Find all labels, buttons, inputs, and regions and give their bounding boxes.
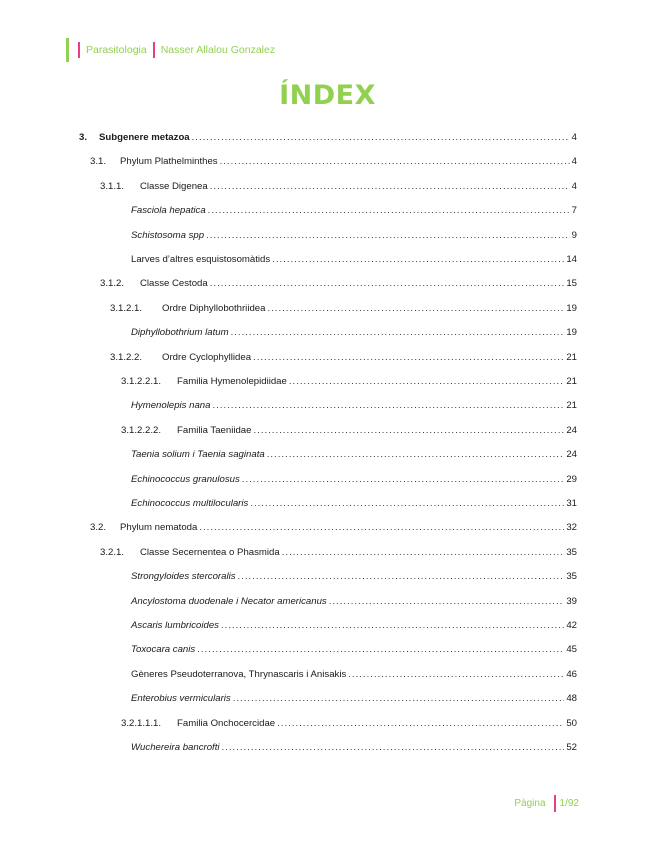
toc-entry-page: 35 — [566, 571, 577, 583]
toc-entry-label: Subgenere metazoa — [99, 132, 190, 143]
toc-entry-label: Larves d’altres esquistosomàtids — [131, 254, 271, 265]
toc-entry-page: 9 — [571, 229, 577, 241]
toc-entry-label: Enterobius vermicularis — [131, 693, 231, 705]
toc-entry-page: 24 — [566, 424, 577, 436]
toc-entry-label: Strongyloides stercoralis — [131, 571, 236, 583]
footer-page-label: Pàgina — [514, 797, 546, 809]
page-title: ÍNDEX — [279, 80, 376, 111]
toc-entry-page: 19 — [566, 327, 577, 339]
toc-entry-number: 3.1.2.1. — [110, 302, 143, 314]
toc-entry-label: Ordre Cyclophyllidea — [162, 351, 252, 363]
toc-entry[interactable] — [131, 644, 577, 660]
toc-dot-leader — [233, 693, 565, 704]
toc-entry[interactable] — [131, 400, 577, 416]
toc-entry-label: Ascaris lumbricoides — [131, 620, 219, 631]
toc-entry-label: Classe Digenea — [140, 180, 208, 192]
toc-dot-leader — [348, 669, 564, 680]
toc-entry-label: Wuchereira bancrofti — [131, 742, 220, 753]
toc-entry-number: 3.1.2. — [100, 278, 125, 290]
toc-dot-leader — [192, 132, 570, 143]
header-course: Parasitologia — [86, 44, 147, 56]
toc-entry[interactable] — [110, 352, 577, 368]
toc-entry-page: 14 — [566, 254, 577, 265]
toc-entry[interactable] — [131, 669, 577, 685]
toc-entry-page: 21 — [566, 351, 577, 363]
toc-entry[interactable] — [131, 230, 577, 246]
toc-dot-leader — [272, 254, 564, 265]
toc-entry[interactable] — [79, 132, 577, 148]
toc-entry[interactable] — [100, 181, 577, 197]
toc-dot-leader — [242, 474, 565, 485]
toc-entry-label: Ancylostoma duodenale i Necator americanus — [131, 595, 327, 607]
toc-entry-label: Hymenolepis nana — [131, 400, 211, 412]
toc-dot-leader — [212, 400, 564, 411]
footer-page-number: 1/92 — [559, 797, 579, 809]
toc-dot-leader — [208, 205, 570, 216]
toc-dot-leader — [210, 278, 565, 289]
toc-entry-number: 3.2. — [90, 522, 107, 534]
toc-entry-label: Echinococcus multilocularis — [131, 498, 249, 509]
toc-entry-label: Classe Cestoda — [140, 278, 208, 290]
toc-entry-number: 3.1.2.2. — [110, 351, 143, 363]
toc-entry-label: Fasciola hepatica — [131, 205, 206, 217]
toc-dot-leader — [238, 571, 565, 582]
toc-dot-leader — [282, 547, 565, 558]
toc-entry-page: 4 — [571, 132, 577, 143]
toc-entry-label: Toxocara canis — [131, 644, 196, 656]
toc-entry-page: 39 — [566, 595, 577, 607]
toc-entry-page: 4 — [571, 180, 577, 192]
toc-entry-page: 42 — [566, 620, 577, 631]
toc-entry-label: Familia Taeniidae — [177, 424, 252, 436]
toc-dot-leader — [197, 644, 564, 655]
toc-entry[interactable] — [131, 620, 577, 636]
toc-entry-page: 29 — [566, 473, 577, 485]
toc-dot-leader — [231, 327, 565, 338]
toc-entry-page: 21 — [566, 400, 577, 412]
toc-entry-label: Familia Onchocercidae — [177, 717, 276, 729]
toc-entry-label: Ordre Diphyllobothriidea — [162, 302, 266, 314]
toc-dot-leader — [253, 425, 564, 436]
toc-entry-number: 3. — [79, 132, 88, 143]
toc-entry[interactable] — [110, 303, 577, 319]
toc-entry[interactable] — [90, 522, 577, 538]
toc-entry[interactable] — [100, 278, 577, 294]
toc-entry-page: 21 — [566, 376, 577, 387]
toc-dot-leader — [250, 498, 564, 509]
toc-dot-leader — [221, 620, 564, 631]
toc-dot-leader — [220, 156, 570, 167]
toc-dot-leader — [267, 303, 564, 314]
toc-entry[interactable] — [131, 596, 577, 612]
toc-entry-label: Phylum Plathelminthes — [120, 156, 218, 168]
toc-entry[interactable] — [121, 425, 577, 441]
toc-entry[interactable] — [121, 718, 577, 734]
toc-entry-label: Taenia solium i Taenia saginata — [131, 449, 265, 461]
toc-entry[interactable] — [131, 498, 577, 514]
toc-entry-number: 3.1. — [90, 156, 107, 168]
toc-entry-page: 24 — [566, 449, 577, 461]
toc-entry-page: 31 — [566, 498, 577, 509]
toc-dot-leader — [222, 742, 565, 753]
toc-dot-leader — [206, 230, 570, 241]
toc-entry-page: 32 — [566, 522, 577, 534]
toc-entry[interactable] — [131, 254, 577, 270]
toc-entry[interactable] — [131, 474, 577, 490]
toc-entry-number: 3.2.1. — [100, 546, 125, 558]
toc-entry-number: 3.1.1. — [100, 180, 125, 192]
toc-entry-page: 45 — [566, 644, 577, 656]
toc-dot-leader — [267, 449, 565, 460]
header-accent-bar — [66, 38, 69, 62]
toc-entry-number: 3.1.2.2.1. — [121, 376, 162, 387]
toc-entry[interactable] — [100, 547, 577, 563]
page-header — [66, 38, 281, 62]
toc-dot-leader — [329, 596, 565, 607]
toc-entry[interactable] — [131, 205, 577, 221]
toc-entry-label: Familia Hymenolepidiidae — [177, 376, 287, 387]
header-divider — [153, 42, 155, 58]
toc-entry[interactable] — [131, 571, 577, 587]
toc-entry-page: 46 — [566, 668, 577, 680]
toc-entry-label: Diphyllobothrium latum — [131, 327, 229, 339]
toc-entry-page: 19 — [566, 302, 577, 314]
toc-entry-page: 7 — [571, 205, 577, 217]
toc-entry-label: Classe Secernentea o Phasmida — [140, 546, 280, 558]
toc-entry[interactable] — [90, 156, 577, 172]
header-divider — [78, 42, 80, 58]
toc-dot-leader — [210, 181, 570, 192]
toc-entry-label: Schistosoma spp — [131, 229, 205, 241]
toc-dot-leader — [277, 718, 564, 729]
toc-entry-page: 15 — [566, 278, 577, 290]
toc-entry[interactable] — [131, 449, 577, 465]
toc-entry[interactable] — [121, 376, 577, 392]
footer-divider — [554, 795, 556, 812]
toc-entry[interactable] — [131, 327, 577, 343]
toc-entry-number: 3.2.1.1.1. — [121, 717, 162, 729]
toc-entry-page: 4 — [571, 156, 577, 168]
toc-dot-leader — [253, 352, 564, 363]
toc-entry-page: 35 — [566, 546, 577, 558]
toc-dot-leader — [199, 522, 564, 533]
toc-entry[interactable] — [131, 742, 577, 758]
toc-entry-label: Echinococcus granulosus — [131, 473, 240, 485]
toc-entry-page: 50 — [566, 717, 577, 729]
header-author: Nasser Allalou Gonzalez — [160, 44, 276, 56]
toc-entry-page: 52 — [566, 742, 577, 753]
toc-entry[interactable] — [131, 693, 577, 709]
toc-entry-page: 48 — [566, 693, 577, 705]
toc-entry-number: 3.1.2.2.2. — [121, 424, 162, 436]
toc-dot-leader — [289, 376, 564, 387]
toc-entry-label: Gèneres Pseudoterranova, Thrynascaris i Anisakis — [131, 668, 347, 680]
page-footer — [514, 794, 579, 812]
toc-entry-label: Phylum nematoda — [120, 522, 198, 534]
